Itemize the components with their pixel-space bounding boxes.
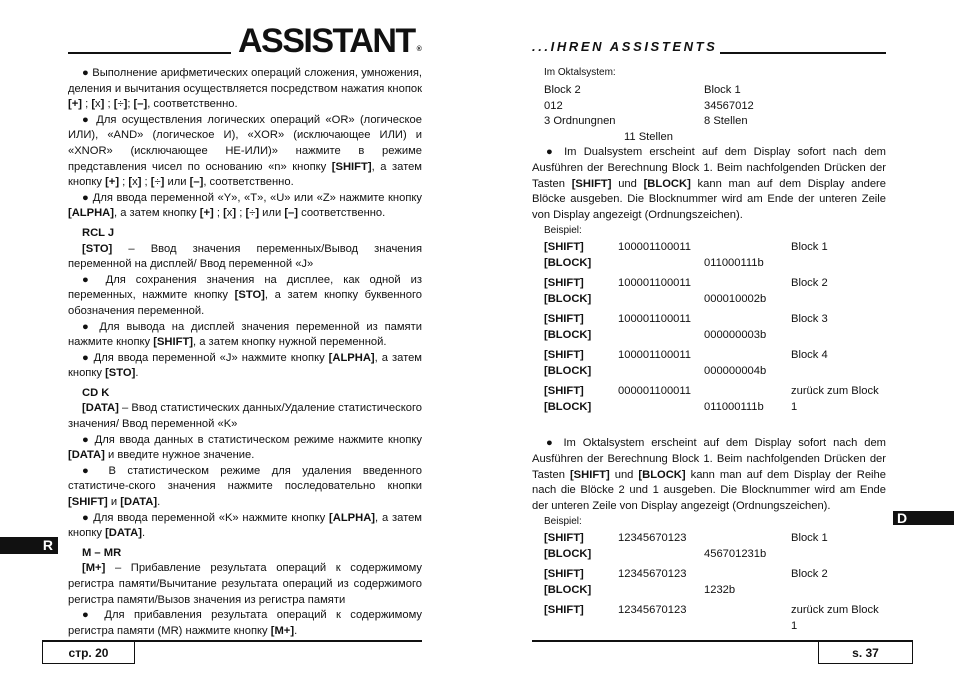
- block-key: [BLOCK]: [544, 257, 592, 270]
- block-key: [BLOCK]: [544, 401, 592, 414]
- octal-cell: 3 Ordnungnen: [544, 115, 616, 128]
- example-label: Beispiel:: [544, 225, 582, 237]
- key-definition: [STO] – Ввод значения переменных/Вывод значения переменной на дисплей/ Ввод переменной «J»: [68, 242, 422, 271]
- language-tab-d: D: [893, 511, 954, 525]
- octal-cell: Block 1: [704, 84, 741, 96]
- block-key: [BLOCK]: [544, 293, 592, 306]
- bullet-paragraph: ● Для ввода данных в статистическом режиме нажмите кнопку [DATA] и введите нужное значение.: [68, 433, 422, 462]
- block-key: [BLOCK]: [544, 365, 592, 378]
- language-tab-r: R: [0, 537, 58, 554]
- bullet-paragraph: ● Для ввода переменной «K» нажмите кнопку [ALPHA], а затем кнопку [DATA].: [68, 511, 422, 540]
- bullet-paragraph: ● Для ввода переменной «J» нажмите кнопку [ALPHA], а затем кнопку [STO].: [68, 351, 422, 380]
- example-group: [532, 348, 886, 380]
- example-block-label: Block 2: [791, 568, 828, 581]
- shift-key: [SHIFT]: [544, 568, 584, 581]
- example-result: 011000111b: [704, 401, 764, 414]
- example-label-2: Beispiel:: [544, 516, 582, 528]
- brand-logo: ASSISTANT ®: [238, 22, 422, 60]
- example-row: [532, 603, 886, 632]
- octal-cell: 34567012: [704, 99, 754, 112]
- block-key: [BLOCK]: [544, 584, 592, 597]
- example-block-label: Block 3: [791, 313, 828, 326]
- block-key: [BLOCK]: [544, 329, 592, 342]
- example-number: 12345670123: [618, 568, 687, 581]
- page-number-left: стр. 20: [42, 641, 135, 664]
- octal-row: [532, 114, 886, 130]
- shift-key: [SHIFT]: [544, 313, 584, 326]
- octal-row: [532, 83, 886, 99]
- example-number: 12345670123: [618, 604, 687, 617]
- example-result: 1232b: [704, 584, 736, 597]
- shift-key: [SHIFT]: [544, 604, 584, 617]
- example-group: [532, 384, 886, 416]
- example-group: [532, 567, 886, 599]
- octal-paragraph: ● Im Oktalsystem erscheint auf dem Display sofort nach dem Ausführen der Berechnung Block 1. Beim nachfolgenden Drücken der Tasten [SHIFT] und [BLOCK] kann man auf dem Display der Reihe nach die Blöcke 2 und 1 ausgeben. Die Blocknummer wird am Ende der unteren Zeile von Display angezeigt (Ordnungszeichen).: [532, 437, 886, 512]
- octal-label: Im Oktalsystem:: [544, 67, 616, 78]
- example-result: 000010002b: [704, 293, 767, 306]
- example-group: [532, 312, 886, 344]
- bullet-paragraph: ● Для сохранения значения на дисплее, как одной из переменных, нажмите кнопку [STO], а затем кнопку буквенного обозначения переменной.: [68, 273, 422, 317]
- section-heading: CD K: [82, 386, 110, 399]
- example-number: 100001100011: [618, 241, 692, 254]
- header-rule-right: [720, 52, 886, 54]
- example-group: [532, 531, 886, 563]
- octal-block-table: [532, 83, 886, 130]
- shift-key: [SHIFT]: [544, 241, 584, 254]
- key-definition: [M+] – Прибавление результата операций к содержимому регистра памяти/Вычитание результата операций из содержимого регистра памяти/Вызов значения из регистра памяти: [68, 562, 422, 606]
- bullet-paragraph: ● Для ввода переменной «Y», «T», «U» или «Z» нажмите кнопку [ALPHA], а затем кнопку [+] ; [x] ; [÷] или [–] соответственно.: [68, 191, 422, 220]
- bullet-paragraph: ● Для прибавления результата операций к содержимому регистра памяти (MR) нажмите кнопку [M+].: [68, 609, 422, 637]
- example-block-label: Block 4: [791, 349, 828, 362]
- octal-examples: [532, 531, 886, 599]
- octal-row: [532, 99, 886, 115]
- section-heading: RCL J: [82, 226, 115, 239]
- right-page-content: [532, 66, 886, 632]
- example-block-label: zurück zum Block 1: [791, 385, 879, 413]
- bullet-paragraph: ● Для вывода на дисплей значения переменной из памяти нажмите кнопку [SHIFT], а затем кнопку нужной переменной.: [68, 320, 422, 349]
- bullet-paragraph: ● Выполнение арифметических операций сложения, умножения, деления и вычитания осуществляется посредством нажатия кнопок [+] ; [x] ; [÷]; [–], соответственно.: [68, 67, 422, 111]
- shift-key: [SHIFT]: [544, 349, 584, 362]
- bullet-paragraph: ● В статистическом режиме для удаления введенного статистиче-ского значения нажмите последовательно кнопки [SHIFT] и [DATA].: [68, 464, 422, 509]
- left-page-content: [68, 66, 422, 639]
- octal-cell: 012: [544, 99, 563, 112]
- example-block-label: Block 1: [791, 241, 828, 254]
- example-block-label: Block 2: [791, 277, 828, 290]
- header-rule-left: [68, 52, 231, 54]
- octal-cell: Block 2: [544, 84, 581, 96]
- dual-examples: [532, 240, 886, 416]
- example-result: 456701231b: [704, 548, 767, 561]
- bullet-paragraph: ● Для осуществления логических операций «OR» (логическое ИЛИ), «AND» (логическое И), «XOR» (исключающее ИЛИ) и «XNOR» (исключающее НЕ-ИЛИ)» нажмите в режиме представления чисел по основанию «n» кнопку [SHIFT], а затем кнопку [+] ; [x] ; [÷] или [–], соответственно.: [68, 113, 422, 189]
- example-block-label: zurück zum Block 1: [791, 604, 879, 632]
- section-heading: M – MR: [82, 546, 122, 559]
- example-number: 100001100011: [618, 313, 692, 326]
- shift-key: [SHIFT]: [544, 277, 584, 290]
- shift-key: [SHIFT]: [544, 532, 584, 545]
- page-number-right: s. 37: [818, 641, 913, 664]
- example-number: 100001100011: [618, 277, 692, 290]
- example-number: 100001100011: [618, 349, 692, 362]
- example-result: 000000004b: [704, 365, 767, 378]
- example-block-label: Block 1: [791, 532, 828, 545]
- example-number: 000001100011: [618, 385, 692, 398]
- example-result: 011000111b: [704, 257, 764, 270]
- octal-total: 11 Stellen: [624, 130, 673, 143]
- example-result: 000000003b: [704, 329, 767, 342]
- shift-key: [SHIFT]: [544, 385, 584, 398]
- example-number: 12345670123: [618, 532, 687, 545]
- dual-paragraph: ● Im Dualsystem erscheint auf dem Display sofort nach dem Ausführen der Berechnung Block 1. Beim nachfolgenden Drücken der Tasten [SHIFT] und [BLOCK] kann man auf dem Display andere Blöcke ausgeben. Die Blocknummer wird am Ende der unteren Zeile von Display angezeigt (Ordnungszeichen).: [532, 146, 886, 221]
- key-definition: [DATA] – Ввод статистических данных/Удаление статистического значения/ Ввод переменной «K»: [68, 402, 422, 431]
- block-key: [BLOCK]: [544, 548, 592, 561]
- brand-tagline: ...IHREN ASSISTENTS: [532, 39, 718, 54]
- example-group: [532, 240, 886, 272]
- octal-cell: 8 Stellen: [704, 115, 748, 128]
- example-group: [532, 276, 886, 308]
